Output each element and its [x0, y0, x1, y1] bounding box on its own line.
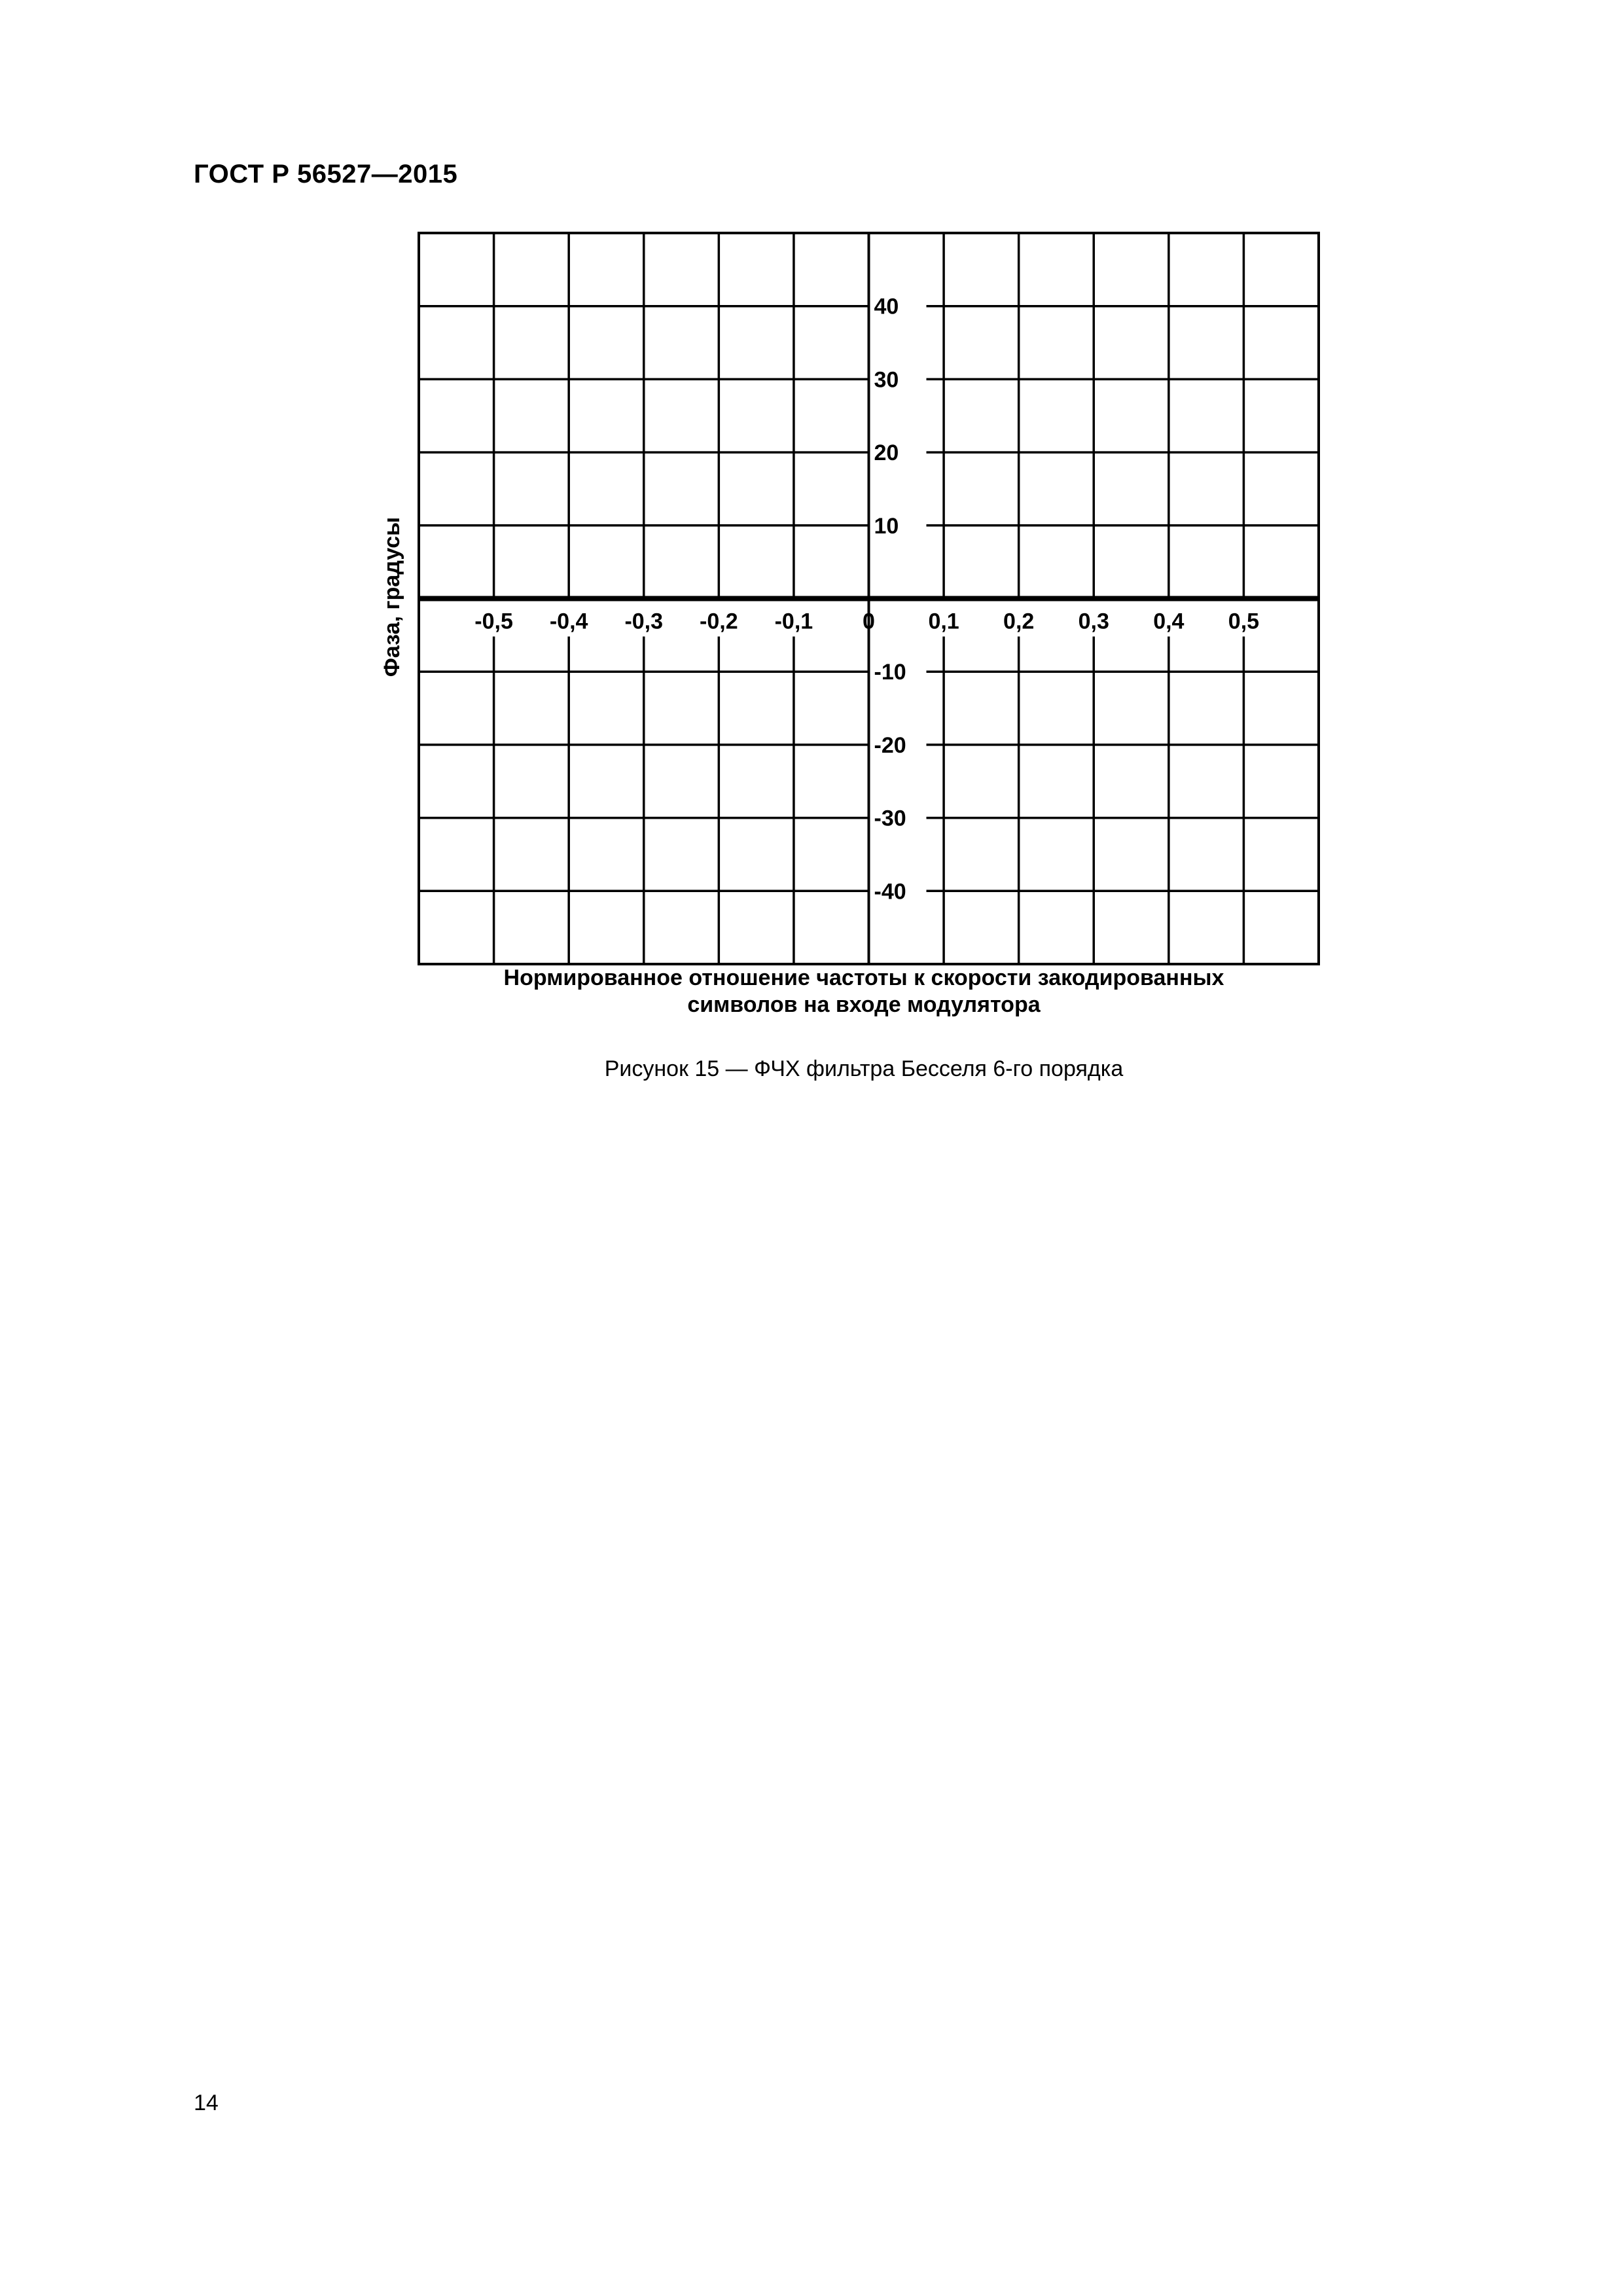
x-tick-label: 0,4: [1153, 609, 1185, 634]
y-axis-label: Фаза, градусы: [380, 516, 404, 677]
y-tick-label: 30: [874, 367, 899, 393]
y-tick-label: 10: [874, 513, 899, 539]
figure-caption: Рисунок 15 — ФЧХ фильтра Бесселя 6-го порядка: [604, 1056, 1124, 1081]
y-tick-label: 40: [874, 294, 899, 319]
page-number: 14: [194, 2090, 219, 2115]
x-tick-label: 0,5: [1228, 609, 1260, 634]
y-tick-label: -10: [874, 660, 906, 685]
document-header: ГОСТ Р 56527—2015: [194, 160, 458, 188]
x-tick-label: -0,1: [774, 609, 813, 634]
x-tick-label: -0,4: [549, 609, 588, 634]
y-tick-label: -30: [874, 806, 906, 831]
x-tick-label: 0,2: [1003, 609, 1035, 634]
chart-axes: [419, 233, 1319, 964]
y-tick-label: 20: [874, 440, 899, 466]
y-tick-label: -20: [874, 732, 906, 758]
y-tick-label: -40: [874, 879, 906, 905]
x-tick-label: 0,3: [1078, 609, 1109, 634]
x-tick-label: 0: [863, 609, 875, 634]
x-axis-label-line-2: символов на входе модулятора: [687, 992, 1041, 1017]
phase-response-chart: [0, 0, 1623, 969]
x-axis-label: [419, 965, 1309, 1018]
x-tick-label: -0,5: [474, 609, 513, 634]
x-tick-label: -0,3: [624, 609, 664, 634]
x-tick-label: -0,2: [700, 609, 738, 634]
x-axis-label-line-1: Нормированное отношение частоты к скорости закодированных: [503, 965, 1224, 990]
x-tick-label: 0,1: [928, 609, 959, 634]
